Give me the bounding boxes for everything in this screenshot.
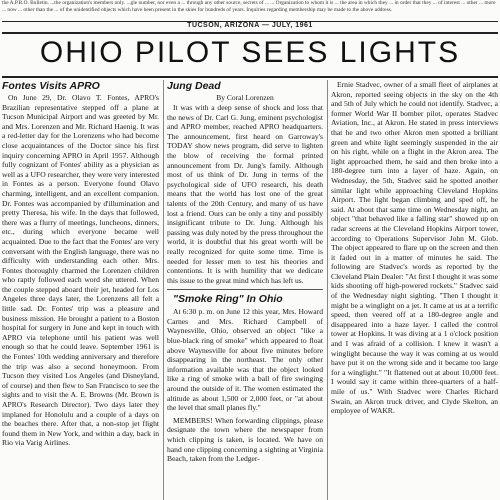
dateline: TUCSON, ARIZONA — JULY, 1961 <box>187 22 313 29</box>
dateline-rule <box>2 32 498 34</box>
smoke-ring-body: At 6:30 p. m. on June 12 this year, Mrs. Howard Carnes and Mrs. Richard Campbell of Waynesville, Ohio, observed an object "like a blue-black ring of smoke" which appeared to float above Waynesville for about five minutes before disappearing in the northeast. The only other information available was that the object looked like a ring of smoke with a ball of fire swinging around the outside of it. The women estimated the altitude as about 1,500 or 2,000 feet, or "at about the level that small planes fly." <box>167 307 323 413</box>
column-fontes <box>2 80 159 500</box>
jung-article-body: It was with a deep sense of shock and loss that the news of Dr. Carl G. Jung, eminent psychologist and APRO member, reached APRO headquarters. The announcement, first heard on Garroway's TODAY show news program, did serve to lighten the blow of receiving the formal printed announcement from Dr. Jung's family. Although most of us think of Dr. Jung in terms of the psychological side of UFO research, his death means that the world has lost one of the great talents of the 20th Century, and many of us have lost a friend. Ours can be only a tiny and possibly insignificant tribute to Dr. Jung. Although his passing was duly noted by the press throughout the world, it is doubtful that his great worth will be really recognized for quite some time. Time is needed for lesser men to test his theories and contentions. It is with humility that we dedicate this issue to the great mind which has left us. <box>167 103 323 285</box>
column-jung <box>167 80 323 500</box>
jung-subhead: Jung Dead <box>167 80 221 92</box>
smoke-ring-subhead: "Smoke Ring" In Ohio <box>173 293 283 306</box>
header-note: the A.P.R.O. Bulletin. ...the organization's members only. ...gle number, nor even a ... through any other source, secrets of ... ... Organization to whom it is ... the area in which they ... in order that they ... of interest ... other ... more ... now ... other than the ... of the unidentified objects which have been present in the skies for hundreds of years. Inquiries regarding membership may be made to the above address. <box>2 0 496 13</box>
members-notice: MEMBERS! When forwarding clippings, please designate the town where the newspaper from which clipping is taken, is located. We have on hand one clipping concerning a sighting at Virginia Beach, taken from the Ledger- <box>167 415 323 464</box>
fontes-article-body: On June 29, Dr. Olavo T. Fontes, APRO's Brazilian representative stepped off a plane at Tucson Municipal Airport and was greeted by Mr. and Mrs. Lorenzen and Mr. Richard Haenig. It was a red-letter day for the Lorenzens who had become close acquaintances of the Doctor since his first inquiry concerning APRO in April 1957. Although fully cognizant of Fontes' ability as a physician as well as a UFO researcher, they were very interested in Fontes as a person. Everyone found Olavo charming, intelligent, and an excellent companion. Dr. Fontes was accompanied by d'illumination and pretty Theresa, his wife. In the days that followed, there was a flurry of meetings, luncheons, dinners, etc., during which everyone became well acquainted. Due to the fact that the Fontes' are very conversant with the English language, there was no difficulty with understanding each other. Mrs. Fontes thoroughly charmed the Lorenzen children who raptly followed each word she uttered. When the couple stepped aboard their jet, headed for Los Angeles three days later, the Lorenzens all felt a little sad. Dr. Fontes' trip was a pleasure and business mission. He brought a patient to a Boston hospital for surgery in June and kept in touch with APRO via telephone until his patient was well enough so that he could leave. September 1961 is the Fontes' 10th wedding anniversary and therefore the trip was also a second honeymoon. From Tucson they visited Los Angeles (and Disneyland, of course) and then flew to San Francisco to see the sights and to visit the A. E. Browns (Mr. Brown is APRO's Research Director). Two days later they implaned for Honolulu and a couple of a days on the beaches there. After that, a non-stop jet flight found them in New York, and within a day, back in Rio via Varig Airlines. <box>2 93 159 448</box>
column-ohio-pilot <box>331 80 498 500</box>
smoke-ring-section <box>167 289 323 464</box>
ohio-pilot-article-body: Ernie Stadvec, owner of a small fleet of airplanes at Akron, reported seeing objects in the sky on the 4th and 5th of July which he could not identify. Stadvec, a former World War II bomber pilot, operates Stadvec Aviation, Inc., at Akron. He stated in press interviews that he and two other Akron men spotted a brilliant green and white light seemingly suspended in the air on his right, while on a flight in the Akron area. The light approached them, he said and then broke into a 180-degree turn into a layer of haze. Again, on Wednesday, the 5th, Stadvec said he spotted another similar light while approaching Cleveland Hopkins Airport. The light began climbing and sped off, he said. At about that same time on Wednesday night, an object "that behaved like a falling star" showed up on radar screens at the Cleveland Hopkins Airport tower, according to Operations Supervisor John M. Glob. The object appeared to flare up on the screen and then it faded out in a matter of minutes he said. The following are Stadvec's words as reported by the Cleveland Plain Dealer: "At first I thought it was some kids shooting off high-powered rockets." Stadvec said of the Wednesday night sighting. "Then I thought it might be a winglight on a jet. It came at us at a terrific speed, then veered off at a 180-degree angle and disappeared into a haze layer. I called the control tower at Hopkins. It was diving at a 1 o'clock position and I was afraid of a collision. I knew it wasn't a winglight because the way it was coming at us would have put it on the wrong side and it became too large for a winglight." "It flattened out at about 10,000 feet. I would say it came within three-quarters of a half-mile of us." With Stadvec were Charles Richard Swain, an Akron truck driver, and Clyde Skelton, an employee of WAKR. <box>331 80 498 416</box>
column-divider <box>163 80 164 500</box>
headline-rule <box>2 76 498 78</box>
headline: OHIO PILOT SEES LIGHTS <box>39 36 461 69</box>
fontes-subhead: Fontes Visits APRO <box>2 80 100 92</box>
column-divider <box>327 80 328 500</box>
jung-byline: By Coral Lorenzen <box>216 93 274 102</box>
